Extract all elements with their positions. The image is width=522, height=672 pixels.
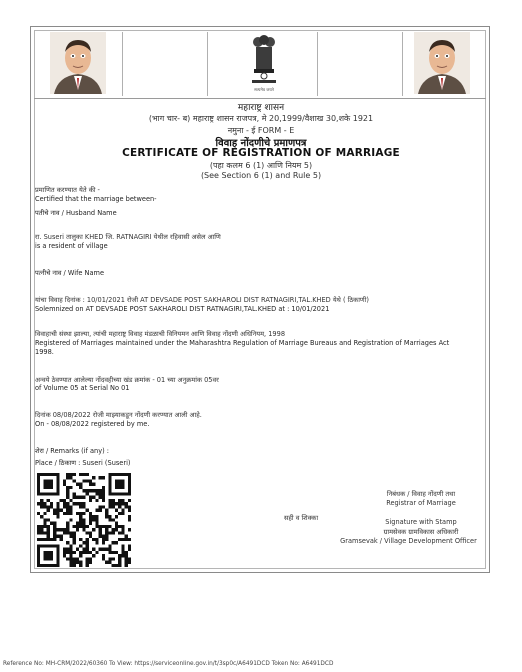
form-line: नमुना - ई FORM - E	[227, 126, 295, 135]
header-cell-left-mid	[122, 32, 208, 96]
registered-date-marathi: दिनांक 08/08/2022 रोजी माझ्याकडून नोंदणी करण्यात आली आहे.	[35, 411, 202, 419]
certificate-title: CERTIFICATE OF REGISTRATION OF MARRIAGE	[122, 147, 400, 159]
state-emblem-icon	[244, 32, 284, 94]
place-line: Place / ठिकाण : Suseri (Suseri)	[35, 459, 131, 467]
gramsevak-english: Gramsevak / Village Development Officer	[340, 537, 477, 545]
registered-date-english: On - 08/08/2022 registered by me.	[35, 420, 150, 428]
registrar-english: Registrar of Marriage	[386, 499, 456, 507]
reference-footer: Reference No: MH-CRM/2022/60360 To View: https://serviceonline.gov.in/t/3sp0c/A6491DCD Token No: A6491DCD	[3, 661, 334, 667]
wife-photo	[414, 32, 470, 94]
registers-english-year: 1998.	[35, 348, 54, 356]
volume-marathi: अन्वये ठेवण्यात आलेल्या नोंदवहीच्या खंड क्रमांक - 01 च्या अनुक्रमांक 05वर	[35, 376, 219, 384]
husband-name-label: पतीचे नाव / Husband Name	[35, 209, 117, 217]
emblem-caption: सत्यमेव जयते	[254, 87, 274, 92]
certified-marathi: प्रमाणित करण्यात येते की -	[35, 186, 100, 194]
gazette-line: (भाग चार- ब) महाराष्ट्र शासन राजपत्र, मे 20,1999/वैशाख 30,शके 1921	[148, 114, 374, 123]
registers-marathi: विवाहाची संस्था झाल्या, त्यांची महाराष्ट्र विवाह मंडळाची विनियमन आणि विवाह नोंदणी अधिनियम, 1998	[35, 330, 286, 338]
wife-name-label: पत्नीचे नाव / Wife Name	[35, 269, 104, 277]
sign-seal-marathi: सही व शिक्का	[283, 514, 319, 522]
volume-english: of Volume 05 at Serial No 01	[35, 384, 130, 392]
section-marathi: (पहा कलम 6 (1) आणि नियम 5)	[209, 161, 313, 170]
husband-address-english: is a resident of village	[35, 242, 108, 250]
govt-name: महाराष्ट्र शासन	[237, 103, 285, 113]
qr-code	[37, 472, 131, 568]
title-marathi: विवाह नोंदणीचे प्रमाणपत्र	[215, 138, 307, 149]
signature-with-stamp: Signature with Stamp	[385, 518, 457, 526]
gramsevak-marathi: ग्रामसेवक ग्रामविकास अधिकारी	[383, 528, 459, 536]
certified-english: Certified that the marriage between-	[35, 195, 157, 203]
solemnized-english: Solemnized on AT DEVSADE POST SAKHAROLI DIST RATNAGIRI,TAL.KHED at : 10/01/2021	[35, 305, 330, 313]
registers-english: Registered of Marriages maintained under the Maharashtra Regulation of Marriage Bureaus and Registration of Marriages Act	[35, 339, 450, 347]
certificate-frame	[30, 26, 490, 573]
header-band	[34, 30, 486, 99]
header-cell-right-mid	[317, 32, 403, 96]
remarks-label: शेरा / Remarks (if any) :	[35, 447, 110, 455]
husband-photo	[50, 32, 106, 94]
registrar-marathi: निबंधक / विवाह नोंदणी तथा	[386, 490, 456, 498]
solemnized-marathi: यांचा विवाह दिनांक : 10/01/2021 रोजी AT DEVSADE POST SAKHAROLI DIST RATNAGIRI,TAL.KHED येथे ( ठिकाणी)	[35, 296, 369, 304]
section-english: (See Section 6 (1) and Rule 5)	[200, 171, 322, 180]
husband-address-marathi: रा. Suseri तालुका KHED जि. RATNAGIRI येथील रहिवासी असेल आणि	[35, 233, 221, 241]
